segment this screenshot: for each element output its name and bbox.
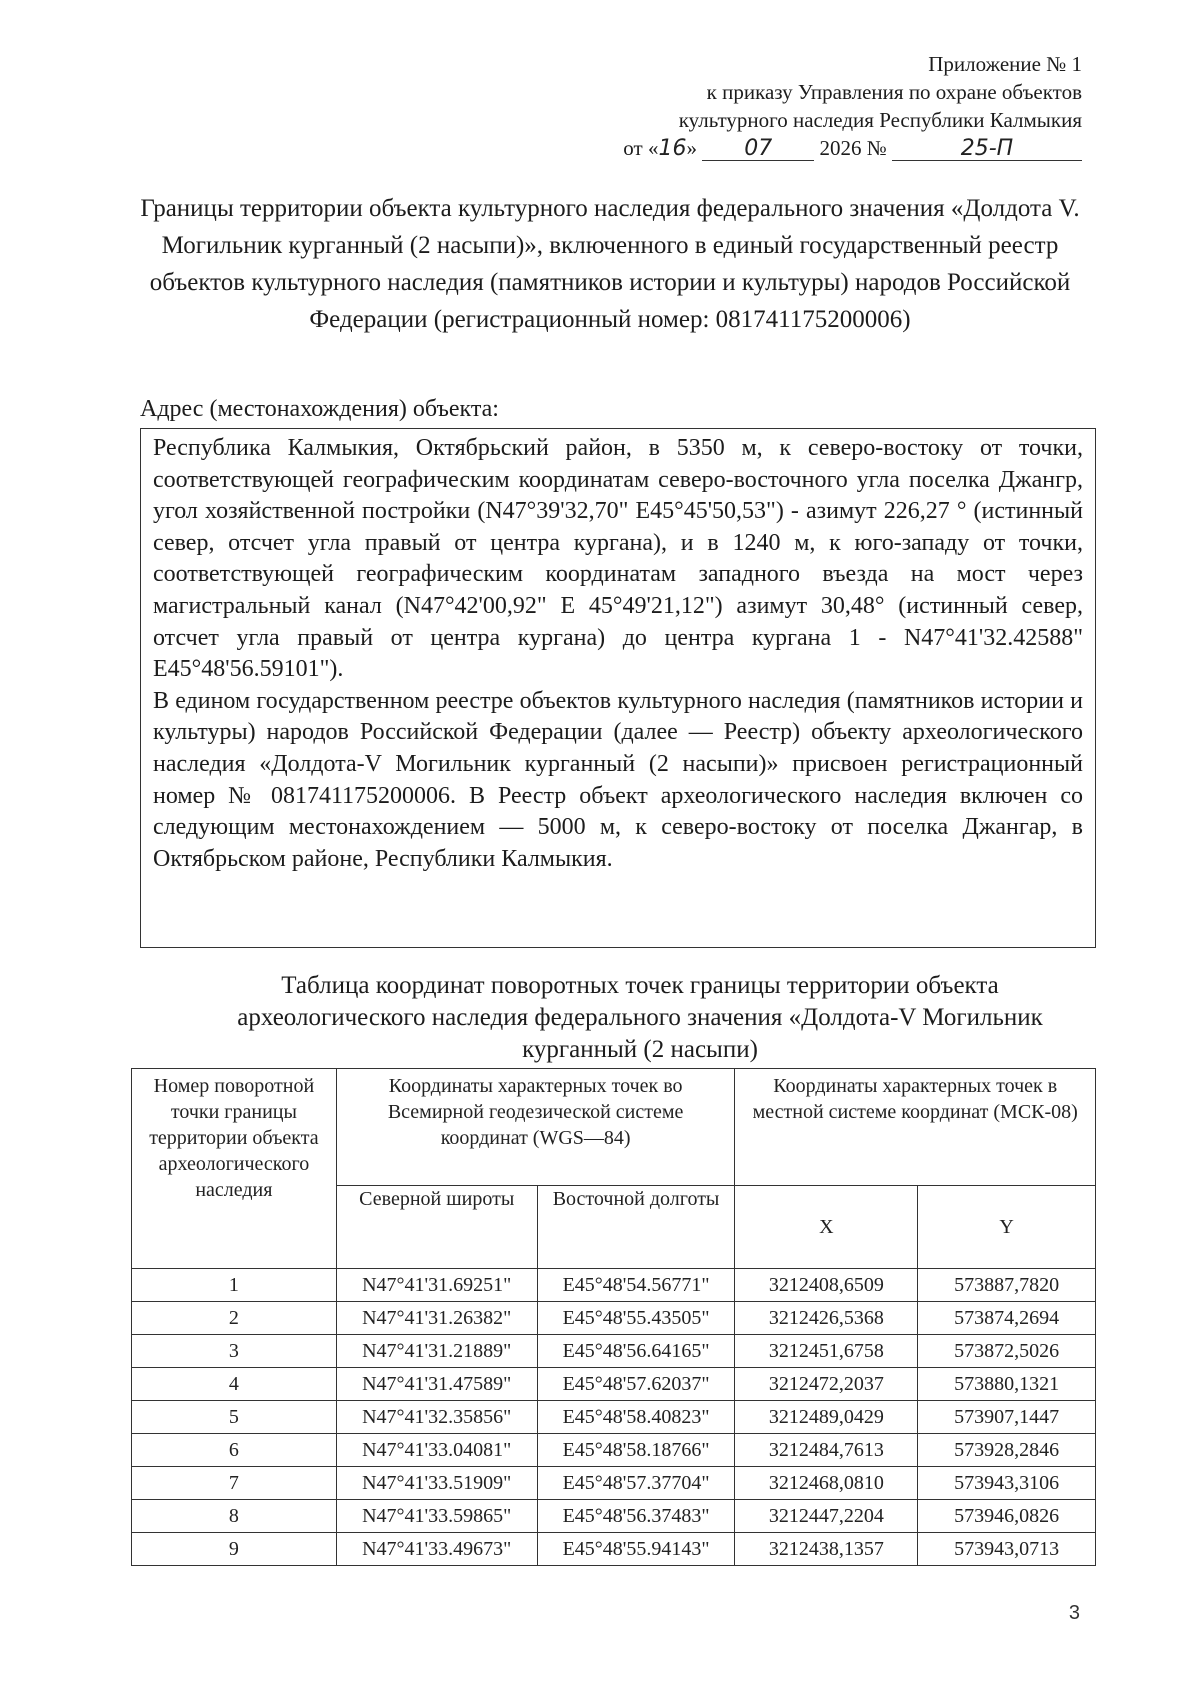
y-cell: 573946,0826 bbox=[918, 1500, 1096, 1533]
point-number-cell: 8 bbox=[132, 1500, 337, 1533]
longitude-cell: E45°48'58.40823" bbox=[537, 1401, 735, 1434]
table-row bbox=[132, 1434, 1096, 1467]
longitude-cell: E45°48'55.94143" bbox=[537, 1533, 735, 1566]
x-cell: 3212426,5368 bbox=[735, 1302, 918, 1335]
longitude-cell: E45°48'56.64165" bbox=[537, 1335, 735, 1368]
table-row bbox=[132, 1335, 1096, 1368]
table-title: Таблица координат поворотных точек границы территории объекта археологического наследия федерального значения «Долдота-V Могильник курганный (2 насыпи) bbox=[237, 972, 1043, 1063]
header-y: Y bbox=[918, 1186, 1096, 1269]
address-paragraph-location: Республика Калмыкия, Октябрьский район, в 5350 м, к северо-востоку от точки, соответствующей географическим координатам северо-восточного угла поселка Джангр, угол хозяйственной постройки (N47°39'32,70" E45°45'50,53") - азимут 226,27 ° (истинный север, отсчет угла правый от центра кургана), и в 1240 м, к юго-западу от точки, соответствующей географическим координатам западного въезда на мост через магистральный канал (N47°42'00,92" E 45°49'21,12") азимут 30,48° (истинный север, отсчет угла правый от центра кургана) до центра кургана 1 - N47°41'32.42588" E45°48'56.59101"). bbox=[153, 435, 1083, 683]
table-row bbox=[132, 1368, 1096, 1401]
point-number-cell: 9 bbox=[132, 1533, 337, 1566]
x-cell: 3212484,7613 bbox=[735, 1434, 918, 1467]
x-cell: 3212447,2204 bbox=[735, 1500, 918, 1533]
table-row bbox=[132, 1269, 1096, 1302]
header-longitude: Восточной долготы bbox=[537, 1186, 735, 1269]
y-cell: 573943,3106 bbox=[918, 1467, 1096, 1500]
date-day: 16 bbox=[658, 136, 687, 161]
latitude-cell: N47°41'32.35856" bbox=[336, 1401, 537, 1434]
x-cell: 3212468,0810 bbox=[735, 1467, 918, 1500]
latitude-cell: N47°41'33.49673" bbox=[336, 1533, 537, 1566]
point-number-cell: 2 bbox=[132, 1302, 337, 1335]
address-box bbox=[140, 428, 1096, 948]
date-year: 2026 № bbox=[819, 136, 887, 160]
y-cell: 573880,1321 bbox=[918, 1368, 1096, 1401]
header-latitude: Северной широты bbox=[336, 1186, 537, 1269]
appendix-authority: культурного наследия Республики Калмыкия bbox=[678, 108, 1082, 132]
appendix-date-line bbox=[623, 134, 1082, 163]
y-cell: 573928,2846 bbox=[918, 1434, 1096, 1467]
x-cell: 3212451,6758 bbox=[735, 1335, 918, 1368]
y-cell: 573907,1447 bbox=[918, 1401, 1096, 1434]
order-number: 25-П bbox=[892, 138, 1082, 161]
point-number-cell: 3 bbox=[132, 1335, 337, 1368]
y-cell: 573874,2694 bbox=[918, 1302, 1096, 1335]
coordinates-table bbox=[131, 1068, 1096, 1566]
y-cell: 573943,0713 bbox=[918, 1533, 1096, 1566]
longitude-cell: E45°48'58.18766" bbox=[537, 1434, 735, 1467]
longitude-cell: E45°48'57.37704" bbox=[537, 1467, 735, 1500]
x-cell: 3212438,1357 bbox=[735, 1533, 918, 1566]
address-paragraph-registry: В едином государственном реестре объектов культурного наследия (памятников истории и культуры) народов Российской Федерации (далее — Реестр) объекту археологического наследия «Долдота-V Могильник курганный (2 насыпи)» присвоен регистрационный номер № 081741175200006. В Реестр объект археологического наследия включен со следующим местонахождением — 5000 м, к северо-востоку от поселка Джангар, в Октябрьском районе, Республики Калмыкия. bbox=[153, 687, 1083, 872]
y-cell: 573872,5026 bbox=[918, 1335, 1096, 1368]
appendix-header bbox=[623, 50, 1082, 163]
latitude-cell: N47°41'31.26382" bbox=[336, 1302, 537, 1335]
longitude-cell: E45°48'55.43505" bbox=[537, 1302, 735, 1335]
address-label: Адрес (местонахождения) объекта: bbox=[140, 396, 499, 422]
header-point-number: Номер поворотной точки границы территории объекта археологического наследия bbox=[132, 1069, 337, 1269]
table-row bbox=[132, 1533, 1096, 1566]
header-msk08: Координаты характерных точек в местной системе координат (МСК-08) bbox=[735, 1069, 1096, 1186]
point-number-cell: 6 bbox=[132, 1434, 337, 1467]
point-number-cell: 5 bbox=[132, 1401, 337, 1434]
table-row bbox=[132, 1467, 1096, 1500]
x-cell: 3212489,0429 bbox=[735, 1401, 918, 1434]
header-wgs84: Координаты характерных точек во Всемирной геодезической системе координат (WGS—84) bbox=[336, 1069, 735, 1186]
header-x: X bbox=[735, 1186, 918, 1269]
x-cell: 3212472,2037 bbox=[735, 1368, 918, 1401]
longitude-cell: E45°48'57.62037" bbox=[537, 1368, 735, 1401]
document-title: Границы территории объекта культурного наследия федерального значения «Долдота V. Могильник курганный (2 насыпи)», включенного в единый государственный реестр объектов культурного наследия (памятников истории и культуры) народов Российской Федерации (регистрационный номер: 081741175200006) bbox=[140, 195, 1080, 333]
date-mid: » bbox=[686, 136, 697, 160]
page-number: 3 bbox=[1068, 1602, 1080, 1624]
y-cell: 573887,7820 bbox=[918, 1269, 1096, 1302]
coordinates-table-body bbox=[132, 1269, 1096, 1566]
longitude-cell: E45°48'54.56771" bbox=[537, 1269, 735, 1302]
date-month: 07 bbox=[702, 138, 814, 161]
x-cell: 3212408,6509 bbox=[735, 1269, 918, 1302]
table-row bbox=[132, 1302, 1096, 1335]
appendix-number: Приложение № 1 bbox=[928, 52, 1082, 76]
latitude-cell: N47°41'33.59865" bbox=[336, 1500, 537, 1533]
table-row bbox=[132, 1401, 1096, 1434]
table-row bbox=[132, 1500, 1096, 1533]
date-prefix: от « bbox=[623, 136, 659, 160]
longitude-cell: E45°48'56.37483" bbox=[537, 1500, 735, 1533]
latitude-cell: N47°41'31.47589" bbox=[336, 1368, 537, 1401]
appendix-order-ref: к приказу Управления по охране объектов bbox=[706, 80, 1082, 104]
point-number-cell: 4 bbox=[132, 1368, 337, 1401]
point-number-cell: 1 bbox=[132, 1269, 337, 1302]
latitude-cell: N47°41'33.51909" bbox=[336, 1467, 537, 1500]
latitude-cell: N47°41'33.04081" bbox=[336, 1434, 537, 1467]
latitude-cell: N47°41'31.21889" bbox=[336, 1335, 537, 1368]
point-number-cell: 7 bbox=[132, 1467, 337, 1500]
latitude-cell: N47°41'31.69251" bbox=[336, 1269, 537, 1302]
